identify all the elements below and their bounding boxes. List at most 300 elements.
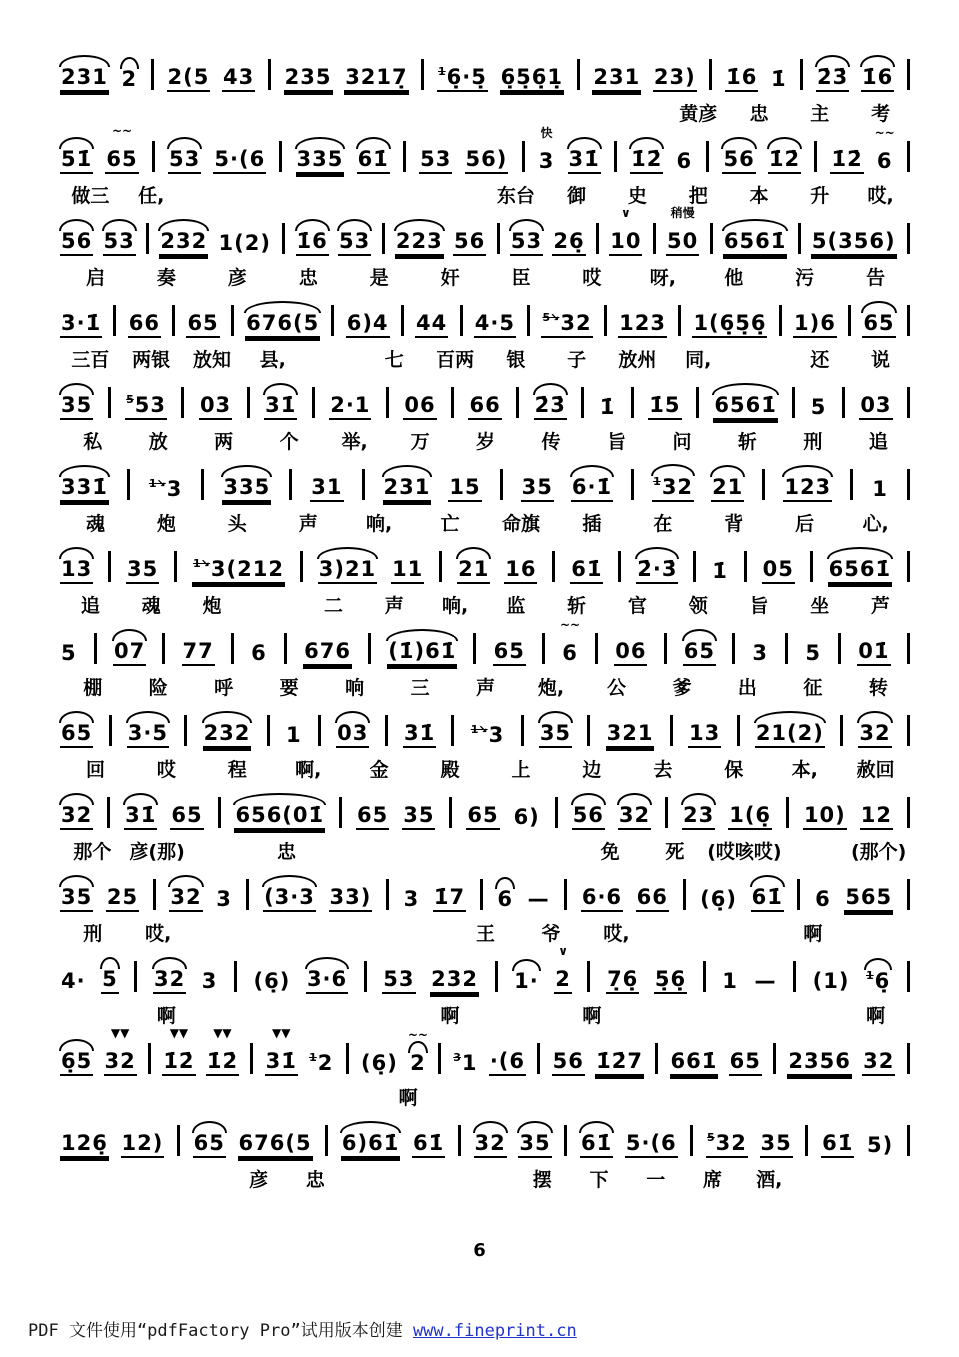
barline-icon xyxy=(108,387,111,418)
lyric-syllable: 上 xyxy=(511,758,531,781)
note-group: $^1$6̣ xyxy=(866,969,891,993)
barline-icon xyxy=(577,59,580,90)
note-group: 01̇ xyxy=(857,641,890,666)
lyric-syllable: 声 xyxy=(298,512,318,535)
music-line xyxy=(60,944,911,1030)
note-group: 10) xyxy=(803,805,847,830)
note-group: 65 xyxy=(862,313,895,338)
grace-note: 1↘ xyxy=(470,723,488,736)
lyric-syllable: 三百 xyxy=(71,348,110,371)
barline-icon xyxy=(201,469,204,500)
barline-icon xyxy=(581,387,584,418)
lyric-syllable: 心, xyxy=(862,512,889,535)
lyric-syllable: 要 xyxy=(279,676,299,699)
grace-note: 5 xyxy=(126,393,134,406)
barline-icon xyxy=(500,469,503,500)
note-group: 232 xyxy=(430,969,479,994)
note-group: 1̇ xyxy=(771,67,787,91)
barline-icon xyxy=(362,469,365,500)
lyric-syllable: 魂 xyxy=(85,512,105,535)
note-group: $^5$32 xyxy=(706,1132,748,1158)
lyric-syllable: 放知 xyxy=(192,348,231,371)
lyric-syllable: 那个 xyxy=(73,840,112,863)
barline-icon xyxy=(325,1125,328,1156)
lyric-syllable: 啊 xyxy=(803,922,823,945)
lyric-syllable: 险 xyxy=(148,676,168,699)
note-group: 232 xyxy=(203,723,252,748)
lyric-syllable: 酒, xyxy=(756,1168,783,1191)
note-group: 321 xyxy=(606,723,655,748)
lyric-syllable: 百两 xyxy=(436,348,475,371)
note-group: $^3$1 xyxy=(453,1051,478,1075)
barline-icon xyxy=(516,387,519,418)
barline-icon xyxy=(438,1043,441,1074)
barline-icon xyxy=(587,715,590,746)
lyric-syllable: 棚 xyxy=(83,676,103,699)
notation-row xyxy=(60,46,911,92)
note-group: 32 xyxy=(862,1051,895,1076)
trill-icon: ~~ xyxy=(874,126,895,140)
lyric-syllable: 升 xyxy=(810,184,830,207)
barline-icon xyxy=(439,551,442,582)
note-group: 35 xyxy=(126,559,159,584)
lyric-syllable: 命旗 xyxy=(501,512,540,535)
barline-icon xyxy=(282,223,285,254)
note-group: ▼▼ 1̇2̇ xyxy=(206,1051,239,1076)
note-group: — xyxy=(754,969,777,993)
note-group: 565 xyxy=(844,887,893,912)
note-group: 31̇ xyxy=(403,723,436,748)
note-group: 35 xyxy=(539,723,572,748)
barline-icon xyxy=(318,715,321,746)
lyric-syllable: 追 xyxy=(868,430,888,453)
barline-icon xyxy=(234,961,237,992)
note-group: 4· xyxy=(61,969,86,993)
music-line xyxy=(60,866,911,948)
barline-icon xyxy=(555,797,558,828)
grace-note: 1↘ xyxy=(148,477,166,490)
barline-icon xyxy=(312,387,315,418)
note-group: 3 xyxy=(201,969,218,993)
note-group: $^{1↘}$3(212 xyxy=(192,558,285,584)
lyric-syllable: 声 xyxy=(476,676,496,699)
lyric-syllable: 回 xyxy=(85,758,105,781)
barline-icon xyxy=(907,387,910,418)
note-group: ▼▼ 1̇2̇ xyxy=(162,1051,195,1076)
note-group: 6̣5̣6̣1̣ xyxy=(500,67,564,92)
lyric-syllable: 个 xyxy=(279,430,299,453)
barline-icon xyxy=(148,1043,151,1074)
barline-icon xyxy=(805,1125,808,1156)
note-group: 6)61̇ xyxy=(341,1133,400,1158)
lyric-syllable: 啊 xyxy=(156,1004,176,1027)
barline-icon xyxy=(665,797,668,828)
note-group: 44 xyxy=(415,313,448,338)
grace-note: 1 xyxy=(653,475,661,488)
note-group: 56 xyxy=(453,231,486,256)
music-line xyxy=(60,124,911,210)
barline-icon xyxy=(907,715,910,746)
lyric-syllable: 还 xyxy=(810,348,830,371)
barline-icon xyxy=(793,961,796,992)
grace-note: 1 xyxy=(438,65,446,78)
lyrics-row xyxy=(60,672,911,700)
note-group: 6561̇ xyxy=(713,395,777,420)
note-group: 6 xyxy=(676,149,693,173)
lyric-syllable: 二 xyxy=(324,594,344,617)
lyric-syllable: 七 xyxy=(384,348,404,371)
note-group: 35 xyxy=(60,887,93,912)
lyric-syllable: 程 xyxy=(227,758,247,781)
lyric-syllable: 县, xyxy=(259,348,286,371)
lyric-syllable: 同, xyxy=(685,348,712,371)
music-line xyxy=(60,374,911,456)
lyric-syllable: 银 xyxy=(506,348,526,371)
note-group: 35 xyxy=(402,805,435,830)
lyric-syllable: 殿 xyxy=(440,758,460,781)
barline-icon xyxy=(631,387,634,418)
note-group: 61̇ xyxy=(357,149,390,174)
lyric-syllable: 举, xyxy=(341,430,368,453)
barline-icon xyxy=(798,223,801,254)
lyric-syllable: 彦(那) xyxy=(129,840,185,863)
barline-icon xyxy=(497,223,500,254)
lyric-syllable: 两 xyxy=(214,430,234,453)
barline-icon xyxy=(564,879,567,910)
note-group: ∨ 2 xyxy=(554,969,572,994)
note-group: 32 xyxy=(153,969,186,994)
barline-icon xyxy=(451,387,454,418)
barline-icon xyxy=(604,305,607,336)
note-group: ∨ 10 xyxy=(609,231,642,256)
notation-row xyxy=(60,124,911,174)
barline-icon xyxy=(268,59,271,90)
note-group: 1 xyxy=(285,723,302,747)
note-group: 2̇3̇ xyxy=(534,395,567,420)
fineprint-link[interactable]: www.fineprint.cn xyxy=(412,1321,577,1341)
barline-icon xyxy=(246,879,249,910)
note-group: 1̇ xyxy=(599,395,616,419)
note-group: 31̇ xyxy=(124,805,157,830)
barline-icon xyxy=(382,223,385,254)
music-line xyxy=(60,538,911,620)
note-group: 32 xyxy=(60,805,93,830)
music-line xyxy=(60,456,911,538)
lyric-syllable: 响, xyxy=(366,512,393,535)
note-group: 231 xyxy=(592,67,641,92)
barline-icon xyxy=(786,797,789,828)
barline-icon xyxy=(655,1043,658,1074)
barline-icon xyxy=(907,305,910,336)
lyric-syllable: 呀, xyxy=(649,266,676,289)
lyric-syllable: 臣 xyxy=(511,266,531,289)
lyric-syllable: 史 xyxy=(627,184,647,207)
lyric-syllable: 爹 xyxy=(672,676,692,699)
notation-row xyxy=(60,374,911,420)
lyric-syllable: 放 xyxy=(148,430,168,453)
barline-icon xyxy=(458,1125,461,1156)
barline-icon xyxy=(153,879,156,910)
lyric-syllable: 啊 xyxy=(440,1004,460,1027)
note-group: (1) xyxy=(812,969,850,993)
note-group: 65 xyxy=(356,805,389,830)
lyric-syllable: 背 xyxy=(724,512,744,535)
note-group: 1̇7 xyxy=(433,887,466,912)
lyric-syllable: 彦 xyxy=(249,1168,269,1191)
barline-icon xyxy=(552,551,555,582)
lyrics-row xyxy=(60,344,911,372)
lyrics-row xyxy=(60,1164,911,1192)
lyric-syllable: 插 xyxy=(582,512,602,535)
lyric-syllable: 哎, xyxy=(867,184,894,207)
barline-icon xyxy=(693,551,696,582)
note-group: 61̇ xyxy=(821,1133,854,1158)
note-group: 5̣6̣ xyxy=(654,969,687,994)
note-group: 66 xyxy=(468,395,501,420)
note-group: 5 xyxy=(101,969,119,994)
lyric-syllable: 斩 xyxy=(567,594,587,617)
note-group: 6 xyxy=(251,641,267,665)
lyric-syllable: 爷 xyxy=(541,922,561,945)
note-group: 31 xyxy=(310,477,343,502)
barline-icon xyxy=(181,387,184,418)
note-group: 56 xyxy=(572,805,605,830)
barline-icon xyxy=(109,715,112,746)
note-group: 65 xyxy=(466,805,499,830)
note-group: 32 xyxy=(169,887,202,912)
lyric-syllable: 本 xyxy=(749,184,769,207)
lyric-syllable: 芦 xyxy=(871,594,891,617)
barline-icon xyxy=(94,633,97,664)
barline-icon xyxy=(785,633,788,664)
lyrics-row xyxy=(60,98,911,126)
trill-icon: ~~ xyxy=(407,1028,428,1042)
notation-row xyxy=(60,784,911,830)
note-group: 335 xyxy=(222,477,271,502)
barline-icon xyxy=(838,633,841,664)
note-group: 5) xyxy=(866,1133,894,1157)
note-group: 5 xyxy=(805,641,821,665)
note-group: 6)4 xyxy=(346,313,390,338)
tempo-mark: 稍慢 xyxy=(670,206,695,220)
note-group: 65 xyxy=(170,805,203,830)
note-group: 03 xyxy=(199,395,232,420)
note-group: 03 xyxy=(336,723,369,748)
note-group: 31̇ xyxy=(264,395,297,420)
note-group: 61̇ xyxy=(570,559,603,584)
barline-icon xyxy=(403,141,406,172)
barline-icon xyxy=(107,797,110,828)
note-group: 16 xyxy=(504,559,537,584)
music-line xyxy=(60,206,911,292)
lyric-syllable: 万 xyxy=(410,430,430,453)
note-group: 61̇ xyxy=(580,1133,613,1158)
barline-icon xyxy=(267,715,270,746)
note-group: 3 xyxy=(216,887,232,911)
barline-icon xyxy=(542,633,545,664)
lyric-syllable: 啊, xyxy=(295,758,322,781)
accent-marks-icon: ▼▼ xyxy=(110,1026,130,1040)
barline-icon xyxy=(473,633,476,664)
note-group: 126̣ xyxy=(60,1133,109,1158)
barline-icon xyxy=(631,469,634,500)
lyric-syllable: 做三 xyxy=(71,184,110,207)
lyric-syllable: 保 xyxy=(724,758,744,781)
barline-icon xyxy=(401,305,404,336)
note-group: $^1$32 xyxy=(652,476,694,502)
lyric-syllable: 私 xyxy=(83,430,103,453)
notation-row xyxy=(60,1026,911,1076)
note-group: 676(5 xyxy=(245,313,320,338)
note-group: 05 xyxy=(762,559,795,584)
lyric-syllable: 免 xyxy=(600,840,620,863)
note-group: 4·5 xyxy=(474,313,516,338)
barline-icon xyxy=(848,305,851,336)
note-group: 13 xyxy=(60,559,93,584)
note-group: 快 3 xyxy=(538,126,555,173)
lyric-syllable: 刑 xyxy=(83,922,103,945)
music-line xyxy=(60,292,911,374)
note-group: 331̇ xyxy=(60,477,109,502)
notation-row xyxy=(60,538,911,584)
note-group: 231 xyxy=(383,477,432,502)
note-group: 3 xyxy=(752,641,768,665)
note-group: 676 xyxy=(303,641,352,666)
note-group: 223 xyxy=(395,231,444,256)
note-group: 123 xyxy=(618,313,667,338)
barline-icon xyxy=(850,469,853,500)
lyric-syllable: 主 xyxy=(810,102,830,125)
note-group: (6̣) xyxy=(700,887,737,911)
barline-icon xyxy=(690,1125,693,1156)
barline-icon xyxy=(797,879,800,910)
note-group: 32 xyxy=(618,805,651,830)
barline-icon xyxy=(907,223,910,254)
note-group: 656(01̇ xyxy=(234,805,325,830)
note-group: 5·(6 xyxy=(213,149,266,174)
grace-note: 1↘ xyxy=(193,557,210,570)
barline-icon xyxy=(678,305,681,336)
note-group: 06 xyxy=(614,641,647,666)
note-group: 3)21 xyxy=(318,559,377,584)
footer-text: PDF 文件使用“pdfFactory Pro”试用版本创建 xyxy=(28,1321,413,1341)
barline-icon xyxy=(174,551,177,582)
lyric-syllable: 忠 xyxy=(749,102,769,125)
lyric-syllable: 传 xyxy=(541,430,561,453)
barline-icon xyxy=(279,141,282,172)
barline-icon xyxy=(907,469,910,500)
barline-icon xyxy=(537,1043,540,1074)
barline-icon xyxy=(595,633,598,664)
note-group: ▼▼ 32 xyxy=(104,1051,137,1076)
lyric-syllable: (哎咳哎) xyxy=(707,840,782,863)
barline-icon xyxy=(653,223,656,254)
lyric-syllable: 出 xyxy=(737,676,757,699)
lyric-syllable: 去 xyxy=(653,758,673,781)
note-group: 123 xyxy=(783,477,832,502)
barline-icon xyxy=(710,223,713,254)
note-group: $^1$2 xyxy=(309,1051,334,1075)
lyric-syllable: 席 xyxy=(702,1168,722,1191)
note-group: 676(5 xyxy=(238,1133,313,1158)
barline-icon xyxy=(907,879,910,910)
barline-icon xyxy=(810,551,813,582)
barline-icon xyxy=(703,961,706,992)
barline-icon xyxy=(162,633,165,664)
lyric-syllable: 边 xyxy=(582,758,602,781)
note-group: 26̣ xyxy=(552,231,585,256)
note-group: ~~ 6 xyxy=(559,618,581,665)
lyric-syllable: 追 xyxy=(80,594,100,617)
note-group: 3·5 xyxy=(127,723,169,748)
barline-icon xyxy=(907,961,910,992)
barline-icon xyxy=(842,387,845,418)
note-group: 32 xyxy=(474,1133,507,1158)
note-group: $^{1↘}$3 xyxy=(470,723,505,747)
lyric-syllable: 忠 xyxy=(277,840,297,863)
barline-icon xyxy=(231,305,234,336)
lyric-syllable: 死 xyxy=(665,840,685,863)
note-group: ·(6 xyxy=(489,1051,526,1076)
notation-row xyxy=(60,702,911,748)
lyric-syllable: 公 xyxy=(606,676,626,699)
lyric-syllable: 任, xyxy=(138,184,165,207)
note-group: 6561̇ xyxy=(723,231,787,256)
lyric-syllable: 转 xyxy=(868,676,888,699)
lyric-syllable: 奸 xyxy=(440,266,460,289)
notation-row xyxy=(60,292,911,338)
note-group: 56) xyxy=(465,149,509,174)
lyric-syllable: 后 xyxy=(795,512,815,535)
note-group: 3·6 xyxy=(306,969,348,994)
note-group: ~~ 65 xyxy=(105,149,138,174)
grace-note: 1 xyxy=(309,1051,317,1064)
lyric-syllable: 啊 xyxy=(582,1004,602,1027)
lyric-syllable: 啊 xyxy=(398,1086,418,1109)
breath-mark-icon: ∨ xyxy=(620,206,631,220)
barline-icon xyxy=(907,1125,910,1156)
lyric-syllable: 呼 xyxy=(214,676,234,699)
note-group: $^1$6̣·5̣ xyxy=(437,66,488,92)
note-group: (6̣) xyxy=(360,1051,398,1075)
footer xyxy=(28,1316,577,1341)
note-group: (3·3 xyxy=(263,887,316,912)
note-group: 7̣6̣ xyxy=(606,969,639,994)
note-group: 235 xyxy=(284,67,333,92)
barline-icon xyxy=(814,141,817,172)
lyric-syllable: 东台 xyxy=(496,184,535,207)
note-group: 51̇ xyxy=(60,149,93,174)
note-group: 12) xyxy=(121,1133,165,1158)
note-group: 11 xyxy=(391,559,424,584)
barline-icon xyxy=(907,551,910,582)
barline-icon xyxy=(706,141,709,172)
lyric-syllable: 声 xyxy=(384,594,404,617)
lyric-syllable: 哎, xyxy=(603,922,630,945)
barline-icon xyxy=(495,961,498,992)
lyric-syllable: 炮 xyxy=(202,594,222,617)
barline-icon xyxy=(172,305,175,336)
lyrics-row xyxy=(60,590,911,618)
note-group: ~~ 6 xyxy=(874,126,895,173)
barline-icon xyxy=(421,59,424,90)
lyric-syllable: 把 xyxy=(688,184,708,207)
lyrics-row xyxy=(60,836,911,864)
note-group: 1)6 xyxy=(793,313,837,338)
lyric-syllable: 哎 xyxy=(582,266,602,289)
note-group: 35 xyxy=(518,1133,551,1158)
note-group: 07 xyxy=(113,641,146,666)
